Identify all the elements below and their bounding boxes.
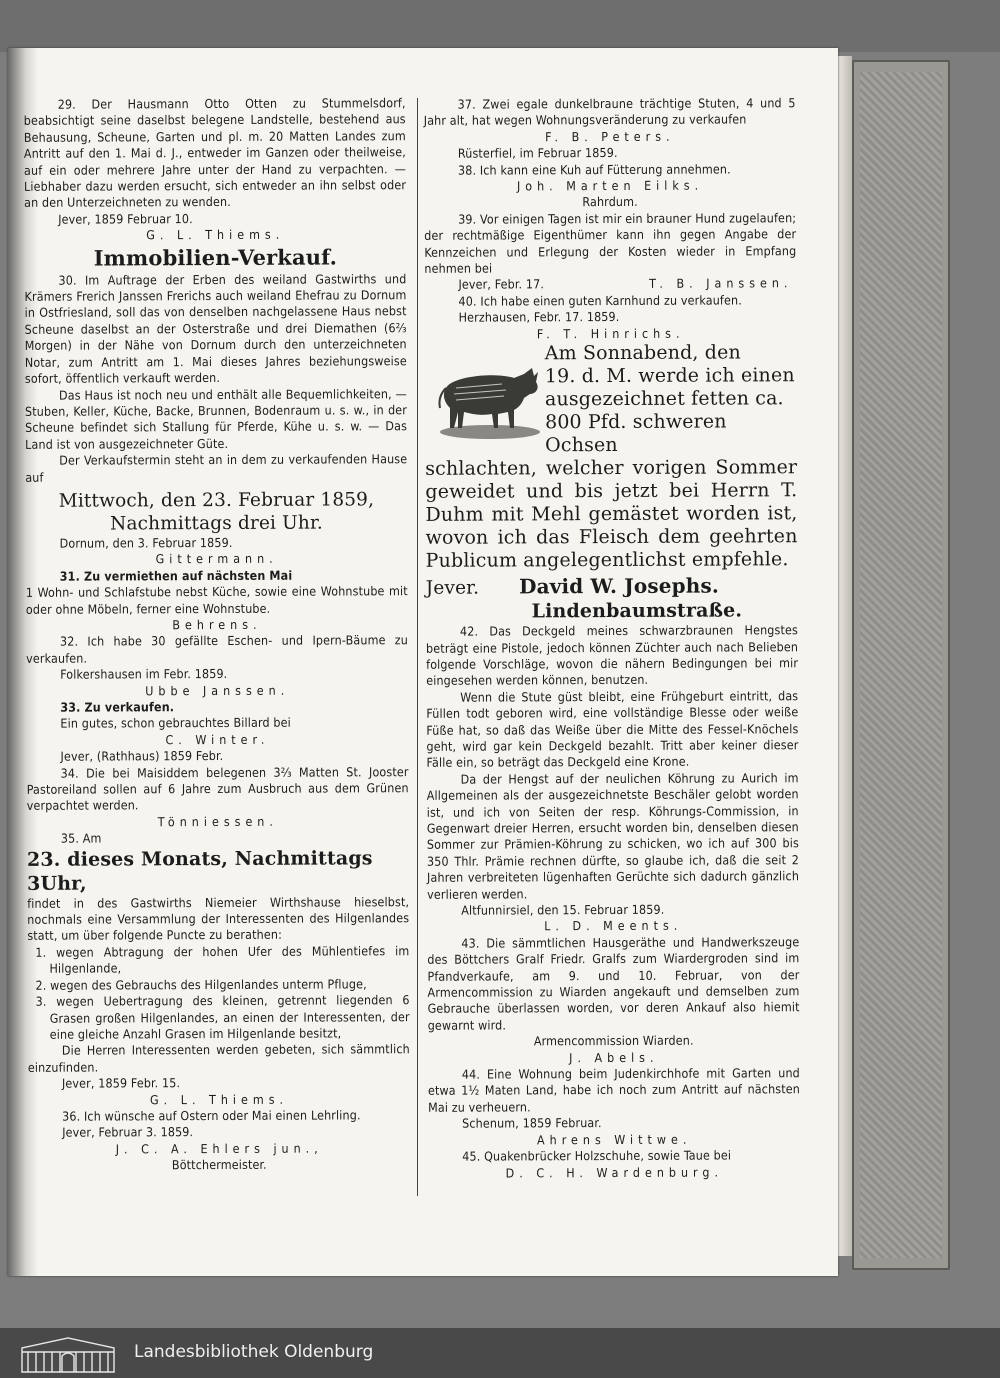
ad-30-signature: Gittermann. (155, 551, 278, 567)
ad-35-signature: G. L. Thiems. (149, 1091, 289, 1107)
ad-39-place-date: Jever, Febr. 17. (458, 276, 545, 293)
ad-40-place-date: Herzhausen, Febr. 17. 1859. (458, 309, 620, 325)
ad-42-text: 42. Das Deckgeld meines schwarzbraunen Hengstes beträgt eine Pistole, jedoch können Züchter auch nach Belieben folgende Vorschläge, wovon die nähern Bedingungen bei mir eingesehen werden können, benutzen. (426, 622, 799, 689)
ad-41-body: schlachten, welcher vorigen Sommer geweidet und bis jetzt bei Herrn T. Duhm mit Mehl gemästet worden ist, wovon ich das Fleisch dem geehrten Publicum angelegentlichst empfehle. (425, 456, 798, 572)
ad-43-commission: Armencommission Wiarden. (533, 1032, 694, 1049)
ad-35-point-1: 1. wegen Abtragung der hohen Ufer des Mühlentiefes im Hilgenlande, (35, 943, 410, 977)
ad-31-signature: Behrens. (172, 616, 262, 633)
ad-36-title: Böttchermeister. (171, 1156, 267, 1173)
ad-30-text: 30. Im Auftrage der Erben des weiland Gastwirths und Krämers Frerich Janssen Frerichs auch weiland Ehefrau zu Dornum in Ostfriesland, soll das von denselben nachgelassene Haus nebst Scheune daselbst an der Osterstraße und drei Diemathen (6⅔ Morgen) in der Nähe von Dornum durch den unterzeichneten Notar, zum Antritt am 1. Mai dieses Jahres beziehungsweise sofort, öffentlich verkauft werden. (24, 270, 407, 386)
library-building-logo (18, 1334, 118, 1374)
ox-illustration (432, 358, 544, 442)
ad-41-footer (426, 573, 798, 600)
ad-29-signature: G. L. Thiems. (146, 226, 285, 243)
ad-42-statement: Da der Hengst auf der neulichen Köhrung zu Aurich im Allgemeinen als der ausgezeichnetste Beschäler gelobt worden ist, und ich von Seiten der resp. Köhrungs-Commission, in Gegenwart dreier Herren, ersucht worden bin, denselben diesen Sommer zur Prämien-Köhrung zu schicken, wo ich auf 300 bis 350 Thlr. Prämie rechnen dürfte, so glaube ich, daß die seit 2 Jahren verbreiteten lügenhaften Gerüchte sich dadurch gänzlich verlieren werden. (426, 769, 800, 902)
ad-42-signature: L. D. Meents. (544, 918, 683, 934)
ad-30-time-line: Nachmittags drei Uhr. (110, 512, 323, 535)
ad-44-place-date: Schenum, 1859 Februar. (462, 1115, 602, 1131)
ad-34-text: 34. Die bei Maisiddem belegenen 3⅔ Matten St. Jooster Pastoreiland sollen auf 6 Jahre zum Ausbruch aus dem Grünen verpachtet werden. (26, 763, 409, 814)
ad-37-signature: F. B. Peters. (545, 128, 675, 145)
ad-36-text: 36. Ich wünsche auf Ostern oder Mai einen Lehrling. (62, 1107, 361, 1124)
ad-35-intro: 35. Am (60, 830, 102, 846)
ad-40-text: 40. Ich habe einen guten Karnhund zu verkaufen. (458, 292, 742, 309)
right-column (424, 95, 801, 1182)
ad-41-signature: David W. Josephs. (519, 573, 720, 599)
ad-40-signature: F. T. Hinrichs. (536, 325, 685, 342)
ad-30-date-line: Mittwoch, den 23. Februar 1859, (58, 489, 375, 512)
ad-35-place-date: Jever, 1859 Febr. 15. (61, 1075, 181, 1091)
ad-32-signature: Ubbe Janssen. (145, 682, 290, 698)
ad-30-place-date: Dornum, den 3. Februar 1859. (59, 534, 233, 551)
ad-38-text: 38. Ich kann eine Kuh auf Fütterung annehmen. (457, 161, 731, 178)
ad-37-place-date: Rüsterfiel, im Februar 1859. (457, 145, 618, 161)
ad-29-text: 29. Der Hausmann Otto Otten zu Stummelsdorf, beabsichtigt seine daselbst belegene Landstelle, bestehend aus Behausung, Scheune, Garten und pl. m. 20 Matten Landes zum Antritt auf den 1. Mai d. J., entweder im Ganzen oder theilweise, auf ein oder mehrere Jahre unter der Hand zu verpachten. — Liebhaber dazu werden ersucht, sich entweder an ihn selbst oder an den Unterzeichneten zu wenden. (23, 95, 407, 211)
ad-45-text: 45. Quakenbrücker Holzschuhe, sowie Taue bei (462, 1147, 732, 1164)
ad-43-text: 43. Die sämmtlichen Hausgeräthe und Handwerkszeuge des Böttchers Gralf Friedr. Gralfs zum Wiardergroden sind im Pfandverkaufe, am 9. und 10. Februar, von der Armencommission zu Wiarden angekauft und demselben zum Gebrauche überlassen worden, vor deren Ankauf also hiemit gewarnt wird. (427, 933, 800, 1033)
book-cover (852, 60, 950, 1270)
ad-44-text: 44. Eine Wohnung beim Judenkirchhofe mit Garten und etwa 1½ Maten Land, habe ich noch zum Antritt auf nächsten Mai zu verheuern. (427, 1065, 801, 1115)
heading-immobilien-verkauf: Immobilien-Verkauf. (93, 244, 338, 271)
ad-45-signature: D. C. H. Wardenburg. (505, 1164, 724, 1180)
ad-41-place: Jever. (425, 577, 480, 599)
ad-35-closing: Die Herren Interessenten werden gebeten, sich sämmtlich einzufinden. (27, 1041, 410, 1075)
ad-35-point-3: 3. wegen Uebertragung des kleinen, getrennt liegenden 6 Grasen großen Hilgenlandes, an einen der Interessenten, der eine gleiche Anzahl Grasen im Hilgenlande besitzt, (35, 992, 410, 1042)
ad-42-conditions: Wenn die Stute güst bleibt, eine Frühgeburt eintritt, das Füllen todt geboren wird, eine vollständige Blesse oder weiße Füße hat, so daß das Weiße über die Mitte des Fessel-Knöchels geht, wird gar kein Deckgeld bezahlt. Tritt aber keiner dieser Fälle ein, so beträgt das Deckgeld eine Krone. (426, 687, 799, 771)
ad-41-address: Lindenbaumstraße. (531, 599, 743, 623)
page-edges (838, 56, 852, 1256)
column-divider (417, 98, 418, 1196)
ad-31-text: 1 Wohn- und Schlafstube nebst Küche, sowie eine Wohnstube mit oder ohne Möbeln, ferner eine Wohnstube. (25, 583, 408, 617)
ad-29-date: Jever, 1859 Februar 10. (58, 210, 193, 227)
ad-36-signature: J. C. A. Ehlers jun., (115, 1140, 323, 1157)
ad-32-text: 32. Ich habe 30 gefällte Eschen- und Ipern-Bäume zu verkaufen. (26, 632, 409, 666)
ad-35-date-line: 23. dieses Monats, Nachmittags 3Uhr, (26, 846, 373, 895)
ad-43-signature: J. Abels. (569, 1049, 659, 1065)
ad-33-place-date: Jever, (Rathhaus) 1859 Febr. (60, 748, 224, 764)
ad-41-line-4: 800 Pfd. schweren Ochsen (545, 410, 727, 457)
ad-38-signature: Joh. Marten Eilks. (516, 177, 704, 194)
ad-42-place-date: Altfunnirsiel, den 15. Februar 1859. (461, 901, 665, 918)
ad-41-line-3: ausgezeichnet fetten ca. (544, 387, 784, 411)
ad-38-place: Rahrdum. (582, 194, 638, 210)
ad-41-line-1: Am Sonnabend, den (544, 341, 741, 365)
ad-33-text: Ein gutes, schon gebrauchtes Billard bei (60, 715, 291, 732)
ad-39-signature: T. B. Janssen. (649, 275, 793, 292)
ad-34-signature: Tönniessen. (157, 813, 278, 830)
ad-31-heading: 31. Zu vermiethen auf nächsten Mai (59, 567, 293, 584)
ad-41-line-2: 19. d. M. werde ich einen (544, 364, 795, 388)
ad-36-place-date: Jever, Februar 3. 1859. (62, 1124, 194, 1141)
ad-37-text: 37. Zwei egale dunkelbraune trächtige Stuten, 4 und 5 Jahr alt, hat wegen Wohnungsveränderung zu verkaufen (423, 95, 796, 129)
ad-33-heading: 33. Zu verkaufen. (60, 699, 175, 715)
ad-39-text: 39. Vor einigen Tagen ist mir ein brauner Hund zugelaufen; der rechtmäßige Eigenthümer kann ihn gegen Angabe der Kennzeichen und Erlegung der Kosten wieder in Empfang nehmen bei (424, 210, 797, 276)
ad-35-point-2: 2. wegen des Gebrauchs des Hilgenlandes unterm Pfluge, (35, 976, 367, 993)
ad-30-termin: Der Verkaufstermin steht an in dem zu verkaufenden Hause auf (25, 451, 408, 485)
library-name: Landesbibliothek Oldenburg (134, 1342, 374, 1362)
ad-32-place-date: Folkershausen im Febr. 1859. (60, 666, 228, 682)
scan-background (0, 0, 1000, 52)
ad-33-signature: C. Winter. (165, 731, 270, 748)
ad-30-description: Das Haus ist noch neu und enthält alle Bequemlichkeiten, — Stuben, Keller, Küche, Backe, Brunnen, Bodenraum u. s. w., in der Scheune befindet sich Stallung für Pferde, Kühe u. s. w. — Das Land ist von ausgezeichneter Güte. (24, 385, 408, 452)
ad-35-text: findet in des Gastwirths Niemeier Wirthshause hieselbst, nochmals eine Versammlung der Interessenten des Hilgenlandes statt, um über folgende Puncte zu berathen: (27, 893, 410, 944)
ad-39-footer (424, 276, 796, 294)
ad-44-signature: Ahrens Wittwe. (536, 1131, 692, 1148)
left-column (24, 95, 411, 1174)
